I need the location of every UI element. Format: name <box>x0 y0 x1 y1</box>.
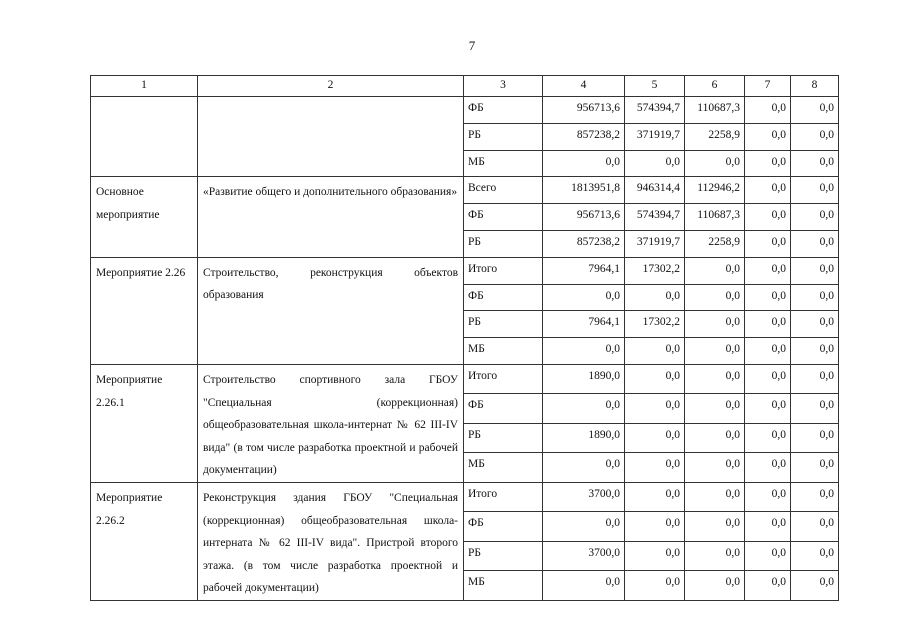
funding-source: МБ <box>464 453 543 483</box>
amount-cell: 0,0 <box>685 482 745 511</box>
amount-cell: 0,0 <box>685 311 745 338</box>
amount-cell: 0,0 <box>685 571 745 601</box>
amount-cell: 0,0 <box>791 97 839 124</box>
amount-cell: 0,0 <box>745 284 791 311</box>
funding-source: МБ <box>464 338 543 365</box>
amount-cell: 0,0 <box>745 512 791 541</box>
amount-cell: 0,0 <box>685 364 745 393</box>
column-header: 7 <box>745 76 791 97</box>
amount-cell: 0,0 <box>745 177 791 204</box>
amount-cell: 0,0 <box>791 230 839 257</box>
amount-cell: 0,0 <box>745 453 791 483</box>
amount-cell: 0,0 <box>543 512 625 541</box>
amount-cell: 0,0 <box>685 338 745 365</box>
amount-cell: 0,0 <box>625 150 685 177</box>
amount-cell: 0,0 <box>745 394 791 423</box>
activity-description-cell <box>198 177 464 257</box>
activity-description-cell <box>198 482 464 600</box>
amount-cell: 17302,2 <box>625 257 685 284</box>
activity-name-cell <box>91 177 198 257</box>
amount-cell: 0,0 <box>791 541 839 570</box>
funding-source: МБ <box>464 150 543 177</box>
amount-cell: 371919,7 <box>625 230 685 257</box>
funding-source: РБ <box>464 230 543 257</box>
amount-cell: 110687,3 <box>685 204 745 231</box>
amount-cell: 0,0 <box>745 541 791 570</box>
amount-cell: 0,0 <box>791 123 839 150</box>
amount-cell: 0,0 <box>543 571 625 601</box>
amount-cell: 0,0 <box>685 541 745 570</box>
amount-cell: 0,0 <box>745 204 791 231</box>
funding-source: РБ <box>464 423 543 452</box>
table-row <box>91 97 839 124</box>
column-header: 6 <box>685 76 745 97</box>
activity-name: Мероприятие 2.26.2 <box>96 491 163 527</box>
activity-description: Строительство, реконструкция объектов образования <box>203 266 458 302</box>
amount-cell: 0,0 <box>625 482 685 511</box>
column-header: 2 <box>198 76 464 97</box>
activity-name: Мероприятие 2.26 <box>96 266 186 279</box>
amount-cell: 0,0 <box>625 453 685 483</box>
amount-cell: 857238,2 <box>543 123 625 150</box>
amount-cell: 0,0 <box>685 257 745 284</box>
amount-cell: 0,0 <box>745 482 791 511</box>
amount-cell: 0,0 <box>625 394 685 423</box>
amount-cell: 0,0 <box>543 150 625 177</box>
amount-cell: 0,0 <box>791 364 839 393</box>
column-header: 8 <box>791 76 839 97</box>
header-row <box>91 76 839 97</box>
amount-cell: 1890,0 <box>543 364 625 393</box>
funding-source: ФБ <box>464 284 543 311</box>
amount-cell: 0,0 <box>625 571 685 601</box>
funding-source: РБ <box>464 123 543 150</box>
amount-cell: 17302,2 <box>625 311 685 338</box>
column-header: 4 <box>543 76 625 97</box>
amount-cell: 0,0 <box>685 512 745 541</box>
amount-cell: 2258,9 <box>685 123 745 150</box>
amount-cell: 0,0 <box>791 482 839 511</box>
activity-name: Мероприятие 2.26.1 <box>96 373 163 409</box>
activity-name-cell <box>91 97 198 177</box>
table-body <box>91 97 839 601</box>
amount-cell: 0,0 <box>791 512 839 541</box>
amount-cell: 1813951,8 <box>543 177 625 204</box>
amount-cell: 0,0 <box>791 453 839 483</box>
amount-cell: 0,0 <box>791 284 839 311</box>
amount-cell: 0,0 <box>745 423 791 452</box>
amount-cell: 0,0 <box>791 257 839 284</box>
amount-cell: 0,0 <box>543 284 625 311</box>
amount-cell: 0,0 <box>791 150 839 177</box>
page-number: 7 <box>468 38 476 53</box>
activity-name: Основное мероприятие <box>96 186 160 221</box>
amount-cell: 0,0 <box>685 423 745 452</box>
funding-source: ФБ <box>464 512 543 541</box>
amount-cell: 112946,2 <box>685 177 745 204</box>
funding-source: РБ <box>464 311 543 338</box>
amount-cell: 0,0 <box>543 394 625 423</box>
funding-source: РБ <box>464 541 543 570</box>
amount-cell: 3700,0 <box>543 541 625 570</box>
amount-cell: 0,0 <box>625 423 685 452</box>
amount-cell: 0,0 <box>625 284 685 311</box>
table-row <box>91 482 839 511</box>
amount-cell: 371919,7 <box>625 123 685 150</box>
amount-cell: 3700,0 <box>543 482 625 511</box>
activity-description-cell <box>198 257 464 364</box>
amount-cell: 7964,1 <box>543 257 625 284</box>
funding-source: Итого <box>464 257 543 284</box>
amount-cell: 0,0 <box>543 338 625 365</box>
amount-cell: 956713,6 <box>543 97 625 124</box>
amount-cell: 0,0 <box>745 364 791 393</box>
activity-description: «Развитие общего и дополнительного образования» <box>203 186 458 199</box>
amount-cell: 0,0 <box>625 338 685 365</box>
amount-cell: 0,0 <box>745 311 791 338</box>
amount-cell: 0,0 <box>791 571 839 601</box>
amount-cell: 0,0 <box>625 541 685 570</box>
amount-cell: 0,0 <box>745 257 791 284</box>
amount-cell: 7964,1 <box>543 311 625 338</box>
table-row <box>91 257 839 284</box>
activity-description-cell <box>198 97 464 177</box>
funding-source: ФБ <box>464 394 543 423</box>
amount-cell: 0,0 <box>745 97 791 124</box>
amount-cell: 0,0 <box>745 230 791 257</box>
amount-cell: 0,0 <box>625 364 685 393</box>
amount-cell: 0,0 <box>791 311 839 338</box>
column-header: 5 <box>625 76 685 97</box>
column-header: 3 <box>464 76 543 97</box>
amount-cell: 574394,7 <box>625 204 685 231</box>
amount-cell: 857238,2 <box>543 230 625 257</box>
activity-description-cell <box>198 364 464 482</box>
table-row <box>91 364 839 393</box>
amount-cell: 956713,6 <box>543 204 625 231</box>
funding-source: ФБ <box>464 97 543 124</box>
funding-source: ФБ <box>464 204 543 231</box>
funding-source: Всего <box>464 177 543 204</box>
column-header: 1 <box>91 76 198 97</box>
budget-table <box>90 75 839 601</box>
activity-name-cell <box>91 257 198 364</box>
amount-cell: 1890,0 <box>543 423 625 452</box>
funding-source: МБ <box>464 571 543 601</box>
funding-source: Итого <box>464 482 543 511</box>
amount-cell: 0,0 <box>791 338 839 365</box>
activity-description: Строительство спортивного зала ГБОУ "Специальная (коррекционная) общеобразовательная школа-интернат № 62 III-IV вида" (в том числе разработка проектной и рабочей документации) <box>203 373 458 477</box>
amount-cell: 574394,7 <box>625 97 685 124</box>
amount-cell: 946314,4 <box>625 177 685 204</box>
amount-cell: 0,0 <box>685 453 745 483</box>
amount-cell: 0,0 <box>543 453 625 483</box>
amount-cell: 0,0 <box>685 284 745 311</box>
amount-cell: 0,0 <box>745 150 791 177</box>
amount-cell: 0,0 <box>745 338 791 365</box>
amount-cell: 0,0 <box>791 394 839 423</box>
amount-cell: 0,0 <box>791 177 839 204</box>
amount-cell: 0,0 <box>791 423 839 452</box>
activity-description: Реконструкция здания ГБОУ "Специальная (коррекционная) общеобразовательная школа-интерната № 62 III-IV вида". Пристрой второго этажа. (в том числе разработка проектной и рабочей документации) <box>203 491 458 595</box>
amount-cell: 0,0 <box>745 123 791 150</box>
amount-cell: 0,0 <box>745 571 791 601</box>
table-row <box>91 177 839 204</box>
amount-cell: 2258,9 <box>685 230 745 257</box>
amount-cell: 0,0 <box>685 394 745 423</box>
funding-source: Итого <box>464 364 543 393</box>
amount-cell: 0,0 <box>791 204 839 231</box>
amount-cell: 110687,3 <box>685 97 745 124</box>
activity-name-cell <box>91 364 198 482</box>
amount-cell: 0,0 <box>685 150 745 177</box>
activity-name-cell <box>91 482 198 600</box>
amount-cell: 0,0 <box>625 512 685 541</box>
